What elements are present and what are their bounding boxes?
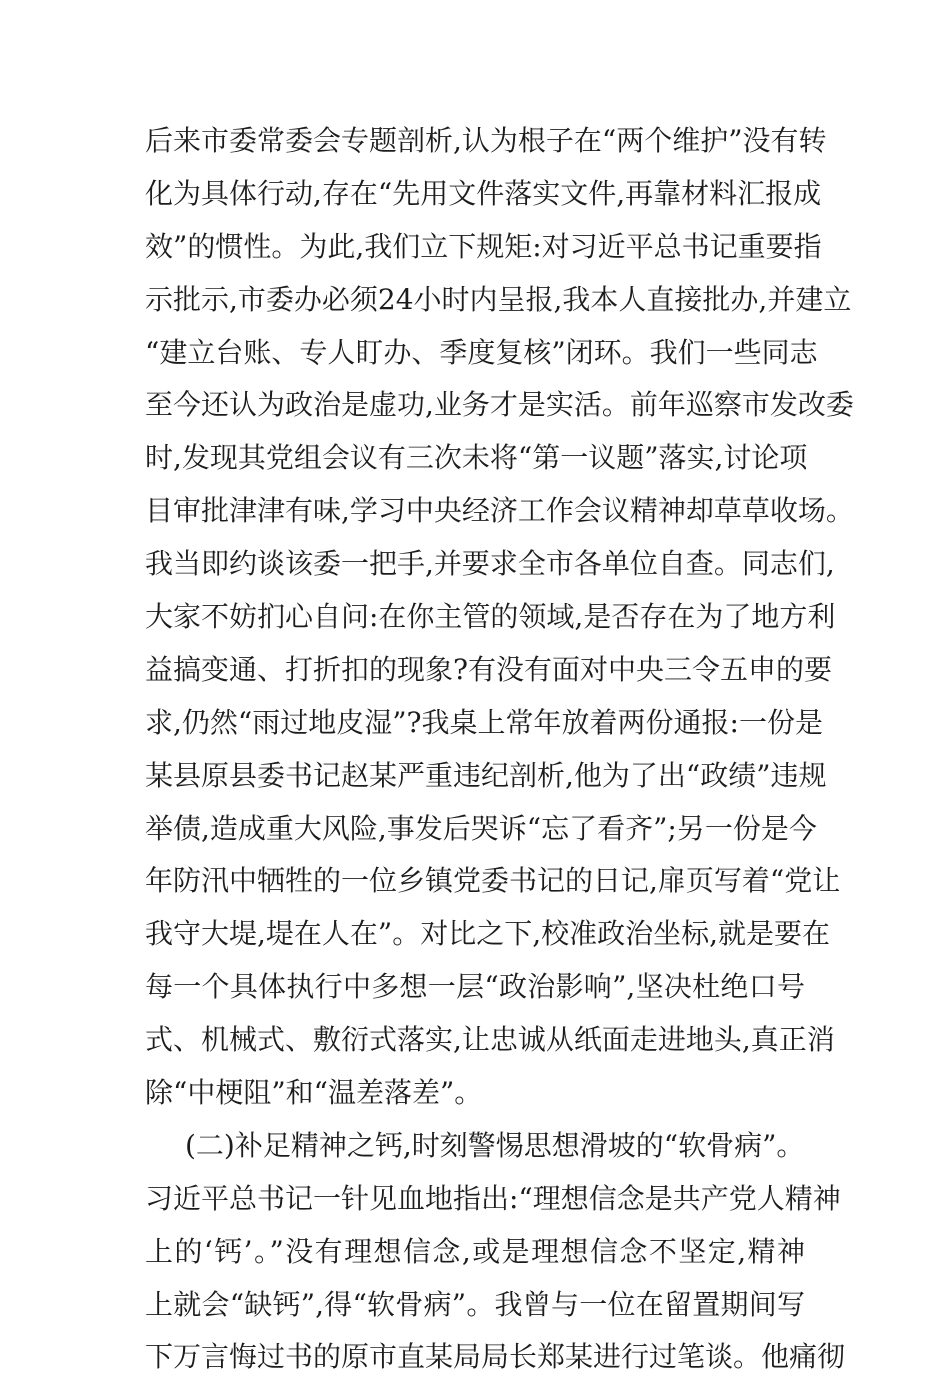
text-line: 化为具体行动,存在“先用文件落实文件,再靠材料汇报成: [145, 176, 822, 210]
text-line: 举债,造成重大风险,事发后哭诉“忘了看齐”;另一份是今: [145, 811, 817, 845]
text-line: 示批示,市委办必须24小时内呈报,我本人直接批办,并建立: [145, 282, 852, 316]
text-line: 年防汛中牺牲的一位乡镇党委书记的日记,扉页写着“党让: [145, 864, 841, 898]
section-heading-line: (二)补足精神之钙,时刻警惕思想滑坡的“软骨病”。: [185, 1128, 805, 1162]
text-line: 每一个具体执行中多想一层“政治影响”,坚决杜绝口号: [145, 970, 805, 1004]
text-line: 效”的惯性。为此,我们立下规矩:对习近平总书记重要指: [145, 229, 822, 263]
text-line: 大家不妨扪心自问:在你主管的领域,是否存在为了地方利: [145, 600, 836, 634]
text-line: 式、机械式、敷衍式落实,让忠诚从纸面走进地头,真正消: [145, 1023, 835, 1057]
text-line: 后来市委常委会专题剖析,认为根子在“两个维护”没有转: [145, 124, 827, 157]
paragraph-1: [145, 115, 854, 1120]
paragraph-2: [145, 1120, 846, 1384]
text-line: 习近平总书记一针见血地指出:“理想信念是共产党人精神: [145, 1181, 841, 1215]
text-line: 除“中梗阻”和“温差落差”。: [145, 1076, 483, 1110]
text-line: 益搞变通、打折扣的现象?有没有面对中央三令五申的要: [145, 652, 833, 686]
text-line: 至今还认为政治是虚功,业务才是实活。前年巡察市发改委: [145, 388, 854, 422]
text-line: 目审批津津有味,学习中央经济工作会议精神却草草收场。: [145, 494, 854, 528]
document-body: [145, 115, 854, 1384]
text-line: 上就会“缺钙”,得“软骨病”。我曾与一位在留置期间写: [145, 1287, 805, 1321]
text-line: 某县原县委书记赵某严重违纪剖析,他为了出“政绩”违规: [145, 758, 827, 792]
text-line: “建立台账、专人盯办、季度复核”闭环。我们一些同志: [145, 335, 818, 369]
text-line: 我当即约谈该委一把手,并要求全市各单位自查。同志们,: [145, 547, 835, 581]
text-line: 上的‘钙’。”没有理想信念,或是理想信念不坚定,精神: [145, 1234, 805, 1268]
text-line: 下万言悔过书的原市直某局局长郑某进行过笔谈。他痛彻: [145, 1340, 846, 1374]
text-line: 求,仍然“雨过地皮湿”?我桌上常年放着两份通报:一份是: [145, 705, 823, 739]
text-line: 时,发现其党组会议有三次未将“第一议题”落实,讨论项: [145, 441, 808, 475]
text-line: 我守大堤,堤在人在”。对比之下,校准政治坐标,就是要在: [145, 917, 831, 951]
